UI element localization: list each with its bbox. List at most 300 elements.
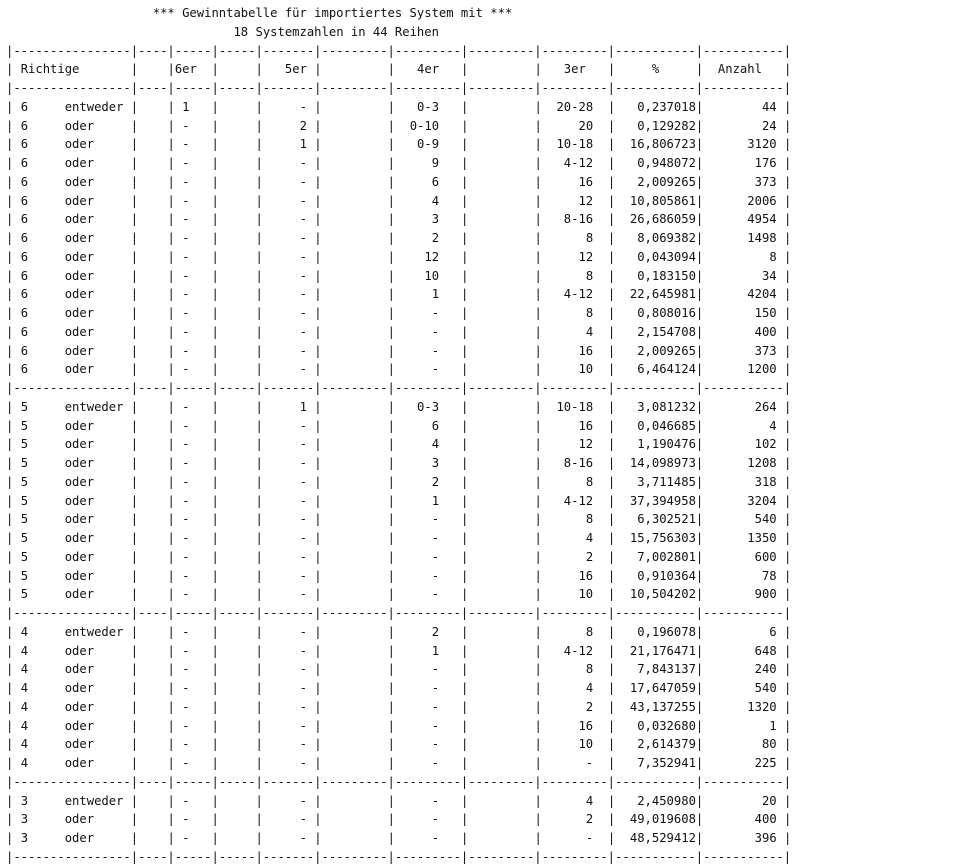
table-row: | 5 oder | | - | | - | | - | | 4 | 15,756303| 1350 | bbox=[6, 531, 792, 545]
cell-richtige: 6 bbox=[20, 118, 29, 133]
cell-5er: - bbox=[299, 587, 307, 602]
cell-richtige: 6 bbox=[20, 231, 29, 245]
table-row: | 6 oder | | - | | - | | - | | 16 | 2,009265| 373 | bbox=[6, 343, 792, 358]
cell-6er: - bbox=[182, 456, 190, 470]
cell-3er: 2 bbox=[585, 812, 594, 827]
cell-bedingung: oder bbox=[64, 306, 95, 320]
cell-5er: - bbox=[299, 493, 307, 508]
separator-line: |----------------|----|-----|-----|-------|---------|---------|---------|---------|-----------|-----------| bbox=[6, 606, 792, 620]
cell-richtige: 4 bbox=[20, 662, 29, 677]
cell-4er: - bbox=[431, 681, 440, 695]
cell-percent: 10,504202 bbox=[629, 587, 696, 602]
cell-percent: 17,647059 bbox=[629, 681, 696, 695]
cell-richtige: 3 bbox=[20, 793, 29, 808]
cell-bedingung: oder bbox=[64, 324, 95, 339]
cell-bedingung: entweder bbox=[64, 624, 124, 639]
cell-anzahl: 264 bbox=[754, 399, 777, 414]
cell-6er: - bbox=[182, 737, 190, 752]
cell-3er: 12 bbox=[578, 437, 594, 452]
cell-bedingung: oder bbox=[64, 531, 95, 545]
separator-line: |----------------|----|-----|-----|-------|---------|---------|---------|---------|-----------|-----------| bbox=[6, 381, 792, 395]
table-row: | 5 oder | | - | | - | | 6 | | 16 | 0,046685| 4 | bbox=[6, 418, 792, 433]
cell-richtige: 4 bbox=[20, 737, 29, 752]
cell-bedingung: oder bbox=[64, 812, 95, 827]
cell-6er: - bbox=[182, 118, 190, 133]
cell-percent: 2,614379 bbox=[637, 737, 696, 752]
cell-5er: - bbox=[299, 99, 307, 114]
table-row: | 4 oder | | - | | - | | - | | 8 | 7,843137| 240 | bbox=[6, 662, 792, 677]
cell-percent: 2,154708 bbox=[637, 324, 696, 339]
cell-3er: 8 bbox=[585, 268, 594, 283]
cell-4er: - bbox=[431, 568, 440, 583]
cell-bedingung: oder bbox=[64, 343, 95, 358]
cell-richtige: 4 bbox=[20, 681, 29, 695]
cell-3er: 4 bbox=[585, 324, 594, 339]
cell-percent: 2,450980 bbox=[637, 793, 696, 808]
cell-richtige: 6 bbox=[20, 324, 29, 339]
table-row: | 5 oder | | - | | - | | - | | 8 | 6,302521| 540 | bbox=[6, 512, 792, 527]
cell-richtige: 5 bbox=[20, 418, 29, 433]
cell-bedingung: entweder bbox=[64, 399, 124, 414]
cell-percent: 7,352941 bbox=[637, 756, 696, 770]
cell-anzahl: 1350 bbox=[747, 531, 777, 545]
cell-anzahl: 150 bbox=[754, 306, 777, 320]
table-row: | 5 oder | | - | | - | | - | | 16 | 0,910364| 78 | bbox=[6, 568, 792, 583]
cell-anzahl: 4 bbox=[769, 418, 777, 433]
cell-5er: - bbox=[299, 474, 307, 489]
cell-5er: - bbox=[299, 643, 307, 658]
cell-percent: 0,808016 bbox=[637, 306, 696, 320]
cell-6er: - bbox=[182, 493, 190, 508]
cell-percent: 6,464124 bbox=[637, 362, 696, 377]
cell-richtige: 6 bbox=[20, 156, 29, 170]
cell-percent: 0,196078 bbox=[637, 624, 696, 639]
cell-5er: - bbox=[299, 268, 307, 283]
cell-percent: 37,394958 bbox=[629, 493, 696, 508]
cell-6er: - bbox=[182, 568, 190, 583]
cell-4er: 2 bbox=[431, 624, 440, 639]
cell-anzahl: 34 bbox=[761, 268, 777, 283]
cell-3er: 4 bbox=[585, 531, 594, 545]
cell-6er: - bbox=[182, 399, 190, 414]
cell-percent: 7,002801 bbox=[637, 549, 696, 564]
cell-anzahl: 4204 bbox=[747, 287, 777, 302]
cell-4er: 4 bbox=[431, 193, 440, 208]
cell-3er: - bbox=[585, 831, 594, 845]
cell-bedingung: oder bbox=[64, 362, 95, 377]
table-row: | 3 oder | | - | | - | | - | | - | 48,529412| 396 | bbox=[6, 831, 792, 845]
cell-4er: - bbox=[431, 756, 440, 770]
cell-4er: - bbox=[431, 362, 440, 377]
cell-percent: 0,046685 bbox=[637, 418, 696, 433]
cell-5er: - bbox=[299, 568, 307, 583]
separator-line: |----------------|----|-----|-----|-------|---------|---------|---------|---------|-----------|-----------| bbox=[6, 774, 792, 789]
cell-6er: - bbox=[182, 212, 190, 227]
cell-bedingung: oder bbox=[64, 287, 95, 302]
cell-4er: 1 bbox=[431, 287, 440, 302]
cell-3er: 8-16 bbox=[563, 212, 594, 227]
header-percent: % bbox=[651, 62, 660, 77]
cell-3er: 10-18 bbox=[556, 399, 594, 414]
cell-4er: - bbox=[431, 512, 440, 527]
cell-6er: - bbox=[182, 531, 190, 545]
cell-richtige: 6 bbox=[20, 174, 29, 189]
title-line-2-text: 18 Systemzahlen in 44 Reihen bbox=[233, 24, 439, 39]
cell-3er: 20 bbox=[578, 118, 594, 133]
cell-5er: - bbox=[299, 718, 307, 733]
cell-3er: 8 bbox=[585, 624, 594, 639]
cell-6er: - bbox=[182, 324, 190, 339]
cell-4er: - bbox=[431, 306, 440, 320]
cell-richtige: 6 bbox=[20, 137, 29, 152]
cell-6er: - bbox=[182, 137, 190, 152]
cell-bedingung: oder bbox=[64, 193, 95, 208]
table-row: | 6 oder | | - | | - | | 9 | | 4-12 | 0,948072| 176 | bbox=[6, 156, 792, 170]
cell-anzahl: 400 bbox=[754, 324, 777, 339]
cell-4er: - bbox=[431, 699, 440, 714]
table-row: | 6 oder | | - | | - | | 4 | | 12 | 10,805861| 2006 | bbox=[6, 193, 792, 208]
cell-5er: - bbox=[299, 156, 307, 170]
cell-5er: - bbox=[299, 531, 307, 545]
cell-richtige: 3 bbox=[20, 831, 29, 845]
cell-bedingung: oder bbox=[64, 456, 95, 470]
cell-3er: 10 bbox=[578, 587, 594, 602]
cell-richtige: 6 bbox=[20, 268, 29, 283]
cell-richtige: 5 bbox=[20, 512, 29, 527]
cell-5er: - bbox=[299, 812, 307, 827]
cell-6er: - bbox=[182, 287, 190, 302]
cell-5er: - bbox=[299, 362, 307, 377]
cell-4er: 2 bbox=[431, 231, 440, 245]
cell-3er: 2 bbox=[585, 699, 594, 714]
cell-4er: 0-9 bbox=[417, 137, 440, 152]
table-row: | 3 entweder | | - | | - | | - | | 4 | 2,450980| 20 | bbox=[6, 793, 792, 808]
cell-anzahl: 3204 bbox=[747, 493, 777, 508]
cell-3er: 16 bbox=[578, 718, 594, 733]
cell-anzahl: 900 bbox=[754, 587, 777, 602]
cell-percent: 6,302521 bbox=[637, 512, 696, 527]
gewinntabelle-document bbox=[6, 4, 791, 867]
cell-percent: 1,190476 bbox=[637, 437, 696, 452]
cell-percent: 43,137255 bbox=[629, 699, 696, 714]
cell-anzahl: 24 bbox=[761, 118, 777, 133]
cell-percent: 2,009265 bbox=[637, 174, 696, 189]
title-line-2 bbox=[6, 23, 791, 42]
cell-anzahl: 225 bbox=[754, 756, 777, 770]
cell-3er: 8-16 bbox=[563, 456, 594, 470]
cell-percent: 0,948072 bbox=[637, 156, 696, 170]
cell-4er: 10 bbox=[424, 268, 440, 283]
cell-anzahl: 1 bbox=[769, 718, 777, 733]
cell-percent: 10,805861 bbox=[629, 193, 696, 208]
cell-3er: 4 bbox=[585, 793, 594, 808]
title-line-1-text: *** Gewinntabelle für importiertes System mit *** bbox=[152, 6, 513, 20]
cell-4er: - bbox=[431, 324, 440, 339]
separator-line: |----------------|----|-----|-----|-------|---------|---------|---------|---------|-----------|-----------| bbox=[6, 81, 792, 95]
cell-6er: - bbox=[182, 699, 190, 714]
cell-5er: - bbox=[299, 174, 307, 189]
cell-6er: - bbox=[182, 343, 190, 358]
cell-4er: - bbox=[431, 793, 440, 808]
cell-richtige: 5 bbox=[20, 474, 29, 489]
cell-4er: 6 bbox=[431, 418, 440, 433]
cell-5er: - bbox=[299, 756, 307, 770]
cell-5er: - bbox=[299, 249, 307, 264]
cell-5er: - bbox=[299, 437, 307, 452]
cell-bedingung: oder bbox=[64, 249, 95, 264]
cell-5er: - bbox=[299, 287, 307, 302]
cell-anzahl: 8 bbox=[769, 249, 777, 264]
cell-6er: - bbox=[182, 156, 190, 170]
cell-3er: 4 bbox=[585, 681, 594, 695]
cell-5er: - bbox=[299, 343, 307, 358]
cell-richtige: 5 bbox=[20, 549, 29, 564]
header-6er: 6er bbox=[174, 62, 197, 77]
cell-5er: 2 bbox=[299, 118, 307, 133]
cell-bedingung: oder bbox=[64, 568, 95, 583]
table-row: | 4 oder | | - | | - | | - | | - | 7,352941| 225 | bbox=[6, 756, 792, 770]
cell-5er: - bbox=[299, 324, 307, 339]
cell-5er: - bbox=[299, 793, 307, 808]
header-3er: 3er bbox=[563, 62, 586, 77]
cell-6er: - bbox=[182, 718, 190, 733]
cell-richtige: 5 bbox=[20, 587, 29, 602]
table-row: | 5 oder | | - | | - | | - | | 2 | 7,002801| 600 | bbox=[6, 549, 792, 564]
cell-percent: 3,711485 bbox=[637, 474, 696, 489]
cell-6er: - bbox=[182, 249, 190, 264]
cell-5er: - bbox=[299, 212, 307, 227]
cell-anzahl: 540 bbox=[754, 681, 777, 695]
cell-6er: - bbox=[182, 587, 190, 602]
table-row: | 6 entweder | | 1 | | - | | 0-3 | | 20-28 | 0,237018| 44 | bbox=[6, 99, 792, 114]
cell-bedingung: oder bbox=[64, 699, 95, 714]
cell-6er: - bbox=[182, 231, 190, 245]
cell-richtige: 5 bbox=[20, 531, 29, 545]
cell-anzahl: 1320 bbox=[747, 699, 777, 714]
cell-anzahl: 373 bbox=[754, 174, 777, 189]
cell-3er: 8 bbox=[585, 512, 594, 527]
table-row: | 4 oder | | - | | - | | - | | 4 | 17,647059| 540 | bbox=[6, 681, 792, 695]
cell-6er: - bbox=[182, 437, 190, 452]
cell-6er: 1 bbox=[182, 99, 190, 114]
cell-3er: 8 bbox=[585, 474, 594, 489]
cell-bedingung: oder bbox=[64, 437, 95, 452]
cell-bedingung: oder bbox=[64, 831, 95, 845]
cell-4er: 1 bbox=[431, 643, 440, 658]
cell-5er: - bbox=[299, 699, 307, 714]
cell-bedingung: oder bbox=[64, 718, 95, 733]
cell-bedingung: oder bbox=[64, 643, 95, 658]
table-row: | 6 oder | | - | | 1 | | 0-9 | | 10-18 | 16,806723| 3120 | bbox=[6, 137, 792, 152]
cell-percent: 0,237018 bbox=[637, 99, 696, 114]
cell-4er: 0-10 bbox=[409, 118, 440, 133]
cell-richtige: 5 bbox=[20, 456, 29, 470]
cell-percent: 0,032680 bbox=[637, 718, 696, 733]
cell-anzahl: 1208 bbox=[747, 456, 777, 470]
cell-5er: - bbox=[299, 662, 307, 677]
header-row: | Richtige | |6er | | 5er | | 4er | | 3er | % | Anzahl | bbox=[6, 62, 792, 77]
separator-line: |----------------|----|-----|-----|-------|---------|---------|---------|---------|-----------|-----------| bbox=[6, 43, 792, 58]
cell-richtige: 4 bbox=[20, 699, 29, 714]
cell-anzahl: 240 bbox=[754, 662, 777, 677]
cell-6er: - bbox=[182, 362, 190, 377]
header-4er: 4er bbox=[417, 62, 440, 77]
cell-5er: - bbox=[299, 624, 307, 639]
cell-5er: - bbox=[299, 737, 307, 752]
cell-4er: - bbox=[431, 549, 440, 564]
table-row: | 6 oder | | - | | - | | 2 | | 8 | 8,069382| 1498 | bbox=[6, 231, 792, 245]
cell-percent: 0,129282 bbox=[637, 118, 696, 133]
cell-3er: 10 bbox=[578, 362, 594, 377]
cell-richtige: 5 bbox=[20, 399, 29, 414]
cell-bedingung: oder bbox=[64, 681, 95, 695]
cell-3er: 12 bbox=[578, 249, 594, 264]
table-row: | 5 oder | | - | | - | | 4 | | 12 | 1,190476| 102 | bbox=[6, 437, 792, 452]
cell-anzahl: 80 bbox=[761, 737, 777, 752]
table-row: | 6 oder | | - | | - | | - | | 10 | 6,464124| 1200 | bbox=[6, 362, 792, 377]
cell-richtige: 5 bbox=[20, 437, 29, 452]
cell-anzahl: 1498 bbox=[747, 231, 777, 245]
cell-anzahl: 1200 bbox=[747, 362, 777, 377]
cell-percent: 16,806723 bbox=[629, 137, 696, 152]
cell-richtige: 6 bbox=[20, 99, 29, 114]
cell-5er: - bbox=[299, 193, 307, 208]
cell-3er: 10-18 bbox=[556, 137, 594, 152]
cell-anzahl: 540 bbox=[754, 512, 777, 527]
cell-bedingung: oder bbox=[64, 493, 95, 508]
cell-3er: - bbox=[585, 756, 594, 770]
cell-anzahl: 102 bbox=[754, 437, 777, 452]
cell-richtige: 6 bbox=[20, 193, 29, 208]
cell-6er: - bbox=[182, 662, 190, 677]
cell-percent: 3,081232 bbox=[637, 399, 696, 414]
cell-3er: 16 bbox=[578, 343, 594, 358]
cell-4er: 0-3 bbox=[417, 399, 440, 414]
cell-4er: - bbox=[431, 831, 440, 845]
cell-percent: 22,645981 bbox=[629, 287, 696, 302]
header-5er: 5er bbox=[284, 62, 307, 77]
table-row: | 6 oder | | - | | - | | - | | 4 | 2,154708| 400 | bbox=[6, 324, 792, 339]
cell-bedingung: oder bbox=[64, 231, 95, 245]
cell-3er: 4-12 bbox=[563, 287, 594, 302]
cell-anzahl: 318 bbox=[754, 474, 777, 489]
cell-anzahl: 648 bbox=[754, 643, 777, 658]
table-row: | 6 oder | | - | | - | | 1 | | 4-12 | 22,645981| 4204 | bbox=[6, 287, 792, 302]
cell-bedingung: oder bbox=[64, 756, 95, 770]
cell-percent: 48,529412 bbox=[629, 831, 696, 845]
title-line-1 bbox=[6, 4, 791, 23]
cell-anzahl: 44 bbox=[761, 99, 777, 114]
cell-3er: 8 bbox=[585, 662, 594, 677]
cell-percent: 26,686059 bbox=[629, 212, 696, 227]
cell-4er: - bbox=[431, 718, 440, 733]
cell-percent: 21,176471 bbox=[629, 643, 696, 658]
cell-6er: - bbox=[182, 268, 190, 283]
cell-percent: 8,069382 bbox=[637, 231, 696, 245]
table-row: | 5 oder | | - | | - | | - | | 10 | 10,504202| 900 | bbox=[6, 587, 792, 602]
cell-percent: 0,910364 bbox=[637, 568, 696, 583]
cell-bedingung: oder bbox=[64, 662, 95, 677]
cell-5er: - bbox=[299, 456, 307, 470]
cell-anzahl: 176 bbox=[754, 156, 777, 170]
cell-richtige: 5 bbox=[20, 493, 29, 508]
cell-anzahl: 400 bbox=[754, 812, 777, 827]
cell-4er: 3 bbox=[431, 456, 440, 470]
cell-bedingung: oder bbox=[64, 418, 95, 433]
cell-bedingung: oder bbox=[64, 156, 95, 170]
header-richtige: Richtige bbox=[20, 62, 80, 77]
cell-3er: 8 bbox=[585, 231, 594, 245]
cell-anzahl: 4954 bbox=[747, 212, 777, 227]
cell-6er: - bbox=[182, 193, 190, 208]
table-row: | 6 oder | | - | | - | | 3 | | 8-16 | 26,686059| 4954 | bbox=[6, 212, 792, 227]
cell-6er: - bbox=[182, 812, 190, 827]
cell-anzahl: 20 bbox=[761, 793, 777, 808]
cell-bedingung: oder bbox=[64, 549, 95, 564]
cell-bedingung: oder bbox=[64, 587, 95, 602]
table-row: | 5 oder | | - | | - | | 1 | | 4-12 | 37,394958| 3204 | bbox=[6, 493, 792, 508]
table-row: | 4 oder | | - | | - | | - | | 10 | 2,614379| 80 | bbox=[6, 737, 792, 752]
cell-5er: - bbox=[299, 512, 307, 527]
cell-bedingung: entweder bbox=[64, 793, 124, 808]
cell-bedingung: oder bbox=[64, 118, 95, 133]
cell-5er: - bbox=[299, 549, 307, 564]
table-row: | 6 oder | | - | | - | | 6 | | 16 | 2,009265| 373 | bbox=[6, 174, 792, 189]
table-row: | 6 oder | | - | | 2 | | 0-10 | | 20 | 0,129282| 24 | bbox=[6, 118, 792, 133]
cell-anzahl: 2006 bbox=[747, 193, 777, 208]
cell-4er: - bbox=[431, 587, 440, 602]
cell-3er: 20-28 bbox=[556, 99, 594, 114]
cell-6er: - bbox=[182, 756, 190, 770]
cell-bedingung: oder bbox=[64, 737, 95, 752]
table-row: | 4 oder | | - | | - | | - | | 2 | 43,137255| 1320 | bbox=[6, 699, 792, 714]
cell-4er: - bbox=[431, 662, 440, 677]
cell-anzahl: 396 bbox=[754, 831, 777, 845]
cell-percent: 15,756303 bbox=[629, 531, 696, 545]
cell-4er: 4 bbox=[431, 437, 440, 452]
cell-6er: - bbox=[182, 624, 190, 639]
table-row: | 5 entweder | | - | | 1 | | 0-3 | | 10-18 | 3,081232| 264 | bbox=[6, 399, 792, 414]
cell-percent: 49,019608 bbox=[629, 812, 696, 827]
cell-richtige: 4 bbox=[20, 624, 29, 639]
cell-5er: - bbox=[299, 681, 307, 695]
cell-bedingung: oder bbox=[64, 212, 95, 227]
cell-4er: 6 bbox=[431, 174, 440, 189]
cell-4er: 2 bbox=[431, 474, 440, 489]
cell-bedingung: oder bbox=[64, 174, 95, 189]
cell-4er: 12 bbox=[424, 249, 440, 264]
cell-4er: - bbox=[431, 737, 440, 752]
cell-6er: - bbox=[182, 474, 190, 489]
cell-bedingung: oder bbox=[64, 268, 95, 283]
table-row: | 5 oder | | - | | - | | 2 | | 8 | 3,711485| 318 | bbox=[6, 474, 792, 489]
cell-5er: 1 bbox=[299, 399, 307, 414]
cell-anzahl: 3120 bbox=[747, 137, 777, 152]
cell-4er: 9 bbox=[431, 156, 440, 170]
cell-richtige: 4 bbox=[20, 756, 29, 770]
header-anzahl: Anzahl bbox=[717, 62, 762, 77]
cell-richtige: 6 bbox=[20, 306, 29, 320]
cell-percent: 2,009265 bbox=[637, 343, 696, 358]
cell-3er: 4-12 bbox=[563, 643, 594, 658]
cell-percent: 7,843137 bbox=[637, 662, 696, 677]
cell-4er: - bbox=[431, 343, 440, 358]
cell-richtige: 6 bbox=[20, 343, 29, 358]
cell-percent: 14,098973 bbox=[629, 456, 696, 470]
table-row: | 5 oder | | - | | - | | 3 | | 8-16 | 14,098973| 1208 | bbox=[6, 456, 792, 470]
cell-6er: - bbox=[182, 418, 190, 433]
table-row: | 4 oder | | - | | - | | - | | 16 | 0,032680| 1 | bbox=[6, 718, 792, 733]
